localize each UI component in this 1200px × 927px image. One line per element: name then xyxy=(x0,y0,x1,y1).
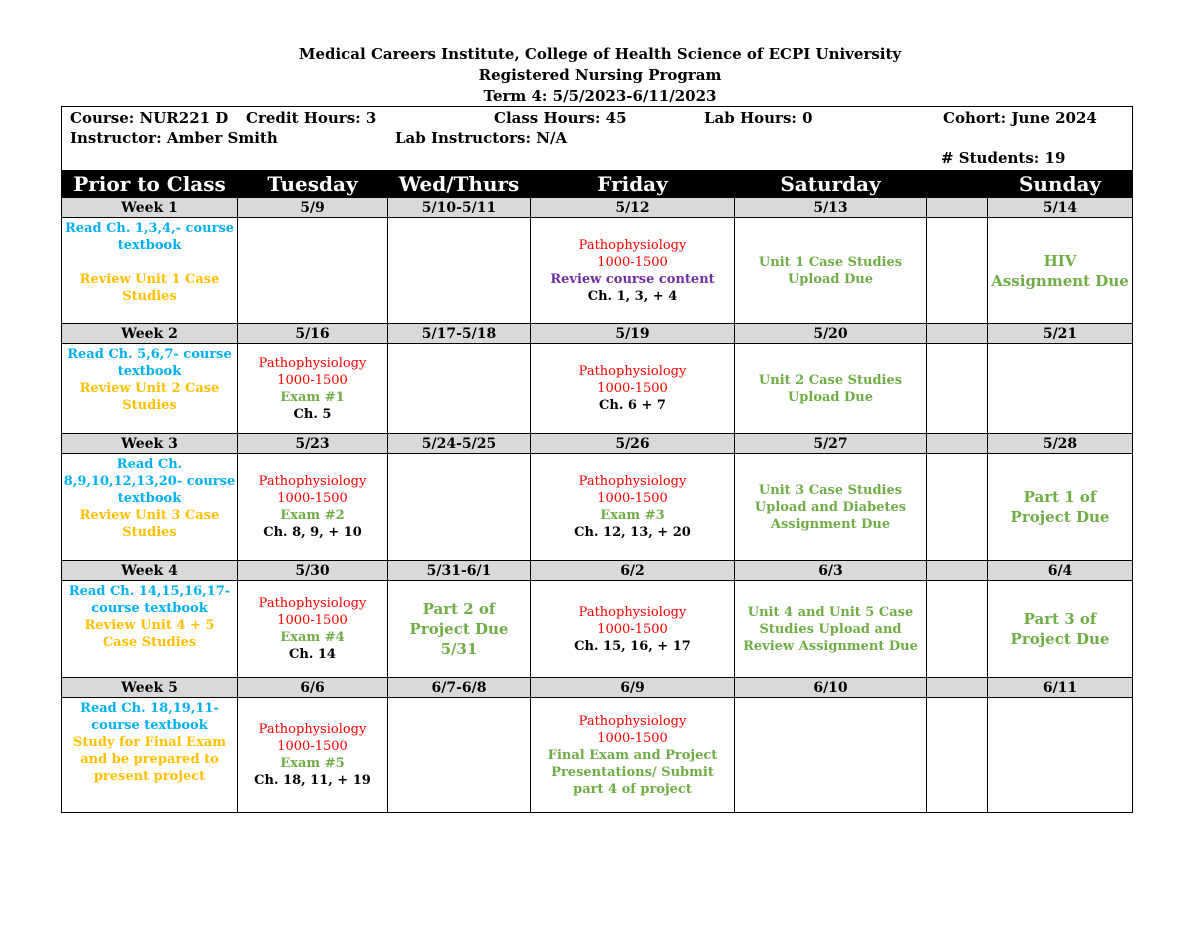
prior-to-class-cell xyxy=(62,218,238,324)
schedule-entry: Final Exam and Project xyxy=(547,747,718,763)
reading-assignment: textbook xyxy=(117,491,182,506)
schedule-entry: Pathophysiology xyxy=(578,474,687,489)
schedule-entry: Pathophysiology xyxy=(258,722,367,737)
blank-cell xyxy=(927,344,988,434)
date-blank xyxy=(927,561,988,581)
schedule-entry: Pathophysiology xyxy=(258,596,367,611)
schedule-entry: Exam #1 xyxy=(280,389,345,405)
course-info-cell xyxy=(62,107,1133,171)
blank-cell xyxy=(927,454,988,561)
date-friday: 5/26 xyxy=(531,434,735,454)
schedule-entry: Part 3 of xyxy=(1023,610,1097,628)
wed-thurs-cell xyxy=(388,218,531,324)
reading-assignment: Read Ch. 14,15,16,17- xyxy=(68,584,231,599)
course-info-row xyxy=(62,107,1133,171)
schedule-entry: Project Due xyxy=(409,620,509,638)
schedule-entry: Upload Due xyxy=(787,271,874,287)
schedule-entry: Unit 2 Case Studies xyxy=(758,372,903,388)
wed-thurs-cell xyxy=(388,698,531,813)
review-assignment: Review Unit 1 Case xyxy=(79,272,220,287)
schedule-entry: Review Assignment Due xyxy=(743,638,918,654)
review-assignment: Review Unit 4 + 5 xyxy=(84,618,215,633)
schedule-table xyxy=(61,106,1133,813)
day-header-wed-thurs: Wed/Thurs xyxy=(388,171,531,198)
day-header-blank xyxy=(927,171,988,198)
schedule-entry: Studies Upload and xyxy=(759,621,902,637)
date-saturday: 5/20 xyxy=(735,324,927,344)
day-header-friday: Friday xyxy=(531,171,735,198)
date-blank xyxy=(927,434,988,454)
review-assignment: Review Unit 2 Case xyxy=(79,381,220,396)
week-label: Week 5 xyxy=(62,678,238,698)
schedule-entry: Assignment Due xyxy=(991,271,1129,290)
reading-assignment: course textbook xyxy=(91,718,208,733)
header-institution: Medical Careers Institute, College of Health Science of ECPI University xyxy=(298,45,902,63)
prior-to-class-cell xyxy=(62,344,238,434)
prior-to-class-cell xyxy=(62,454,238,561)
week-label: Week 1 xyxy=(62,198,238,218)
date-friday: 6/2 xyxy=(531,561,735,581)
sunday-cell xyxy=(988,344,1133,434)
header-term: Term 4: 5/5/2023-6/11/2023 xyxy=(483,87,717,105)
week-content-row xyxy=(62,218,1133,324)
schedule-entry: Upload Due xyxy=(787,389,874,405)
schedule-entry: Project Due xyxy=(1010,508,1110,526)
date-wed-thurs: 5/10-5/11 xyxy=(388,198,531,218)
saturday-cell xyxy=(735,454,927,561)
date-wed-thurs: 5/31-6/1 xyxy=(388,561,531,581)
date-tuesday: 5/9 xyxy=(238,198,388,218)
blank-cell xyxy=(927,581,988,678)
date-sunday: 5/14 xyxy=(988,198,1133,218)
review-assignment: present project xyxy=(93,769,206,784)
reading-assignment: Read Ch. 5,6,7- course xyxy=(67,347,232,362)
day-header-sunday: Sunday xyxy=(988,171,1133,198)
schedule-entry: 1000-1500 xyxy=(597,381,668,396)
date-friday: 5/12 xyxy=(531,198,735,218)
day-header-prior: Prior to Class xyxy=(62,171,238,198)
date-tuesday: 5/16 xyxy=(238,324,388,344)
week-label: Week 2 xyxy=(62,324,238,344)
week-content-row xyxy=(62,454,1133,561)
schedule-entry: Exam #4 xyxy=(280,630,345,645)
date-sunday: 5/28 xyxy=(988,434,1133,454)
lab-instructors: Lab Instructors: N/A xyxy=(395,129,568,147)
week-date-row xyxy=(62,324,1133,344)
schedule-entry: 1000-1500 xyxy=(597,621,668,637)
schedule-entry: Pathophysiology xyxy=(258,474,367,489)
review-assignment: Studies xyxy=(122,398,177,413)
date-friday: 6/9 xyxy=(531,678,735,698)
schedule-entry: Ch. 12, 13, + 20 xyxy=(574,525,691,540)
reading-assignment: Read Ch. xyxy=(116,457,183,472)
date-saturday: 6/3 xyxy=(735,561,927,581)
schedule-entry: 1000-1500 xyxy=(597,730,668,746)
schedule-entry: Pathophysiology xyxy=(578,604,687,620)
schedule-entry: Unit 3 Case Studies xyxy=(758,482,903,498)
schedule-entry: Ch. 15, 16, + 17 xyxy=(574,638,691,654)
blank-cell xyxy=(927,698,988,813)
day-header-saturday: Saturday xyxy=(735,171,927,198)
schedule-entry: Exam #2 xyxy=(280,508,345,523)
reading-assignment: course textbook xyxy=(91,601,208,616)
saturday-cell xyxy=(735,581,927,678)
review-assignment: Studies xyxy=(122,289,177,304)
reading-assignment: Read Ch. 1,3,4,- course xyxy=(64,221,235,236)
schedule-entry: Exam #5 xyxy=(280,756,345,771)
reading-assignment: textbook xyxy=(117,238,182,253)
schedule-entry: Part 2 of xyxy=(422,600,496,618)
review-assignment: Studies xyxy=(122,525,177,540)
date-blank xyxy=(927,678,988,698)
week-content-row xyxy=(62,344,1133,434)
friday-cell xyxy=(531,344,735,434)
date-saturday: 5/27 xyxy=(735,434,927,454)
day-header-row xyxy=(62,171,1133,198)
schedule-entry: Part 1 of xyxy=(1023,488,1097,506)
week-date-row xyxy=(62,198,1133,218)
date-saturday: 5/13 xyxy=(735,198,927,218)
friday-cell xyxy=(531,581,735,678)
wed-thurs-cell xyxy=(388,454,531,561)
schedule-entry: 1000-1500 xyxy=(277,739,348,754)
sunday-cell xyxy=(988,454,1133,561)
class-hours: Class Hours: 45 xyxy=(494,109,627,127)
week-label: Week 3 xyxy=(62,434,238,454)
sunday-cell xyxy=(988,218,1133,324)
tuesday-cell xyxy=(238,218,388,324)
schedule-entry: HIV xyxy=(1043,251,1077,270)
prior-to-class-cell xyxy=(62,698,238,813)
review-assignment: Case Studies xyxy=(102,635,197,650)
tuesday-cell xyxy=(238,344,388,434)
date-saturday: 6/10 xyxy=(735,678,927,698)
credit-hours: Credit Hours: 3 xyxy=(246,109,377,127)
schedule-entry: Pathophysiology xyxy=(578,364,687,379)
date-wed-thurs: 6/7-6/8 xyxy=(388,678,531,698)
wed-thurs-cell xyxy=(388,344,531,434)
date-tuesday: 5/23 xyxy=(238,434,388,454)
reading-assignment: Read Ch. 18,19,11- xyxy=(80,701,219,716)
week-content-row xyxy=(62,698,1133,813)
saturday-cell xyxy=(735,218,927,324)
schedule-entry: Ch. 18, 11, + 19 xyxy=(254,773,371,788)
reading-assignment: 8,9,10,12,13,20- course xyxy=(63,474,236,489)
week-date-row xyxy=(62,678,1133,698)
schedule-entry: Ch. 14 xyxy=(289,647,336,662)
schedule-entry: Pathophysiology xyxy=(578,713,687,729)
schedule-entry: Ch. 8, 9, + 10 xyxy=(263,525,362,540)
date-wed-thurs: 5/17-5/18 xyxy=(388,324,531,344)
schedule-entry: 1000-1500 xyxy=(597,491,668,506)
schedule-entry: Presentations/ Submit xyxy=(551,764,714,780)
course-code: Course: NUR221 D xyxy=(70,109,229,127)
date-blank xyxy=(927,198,988,218)
cohort: Cohort: June 2024 xyxy=(943,109,1097,127)
date-tuesday: 5/30 xyxy=(238,561,388,581)
date-blank xyxy=(927,324,988,344)
blank-cell xyxy=(927,218,988,324)
day-header-tuesday: Tuesday xyxy=(238,171,388,198)
date-sunday: 6/4 xyxy=(988,561,1133,581)
schedule-entry: Ch. 5 xyxy=(293,406,332,422)
week-content-row xyxy=(62,581,1133,678)
schedule-entry: Project Due xyxy=(1010,630,1110,648)
schedule-entry: 1000-1500 xyxy=(597,254,668,270)
week-date-row xyxy=(62,561,1133,581)
schedule-entry: 1000-1500 xyxy=(277,372,348,388)
date-sunday: 6/11 xyxy=(988,678,1133,698)
lab-hours: Lab Hours: 0 xyxy=(704,109,813,127)
date-wed-thurs: 5/24-5/25 xyxy=(388,434,531,454)
prior-to-class-cell xyxy=(62,581,238,678)
week-date-row xyxy=(62,434,1133,454)
review-assignment: and be prepared to xyxy=(80,752,219,767)
schedule-entry: Assignment Due xyxy=(770,516,891,532)
saturday-cell xyxy=(735,344,927,434)
tuesday-cell xyxy=(238,454,388,561)
friday-cell xyxy=(531,218,735,324)
schedule-entry: Pathophysiology xyxy=(258,355,367,371)
friday-cell xyxy=(531,698,735,813)
date-friday: 5/19 xyxy=(531,324,735,344)
review-assignment: Review Unit 3 Case xyxy=(79,508,220,523)
date-sunday: 5/21 xyxy=(988,324,1133,344)
week-label: Week 4 xyxy=(62,561,238,581)
schedule-entry: Exam #3 xyxy=(600,508,665,523)
sunday-cell xyxy=(988,581,1133,678)
tuesday-cell xyxy=(238,581,388,678)
review-assignment: Study for Final Exam xyxy=(73,735,226,750)
schedule-entry: Ch. 1, 3, + 4 xyxy=(587,288,678,304)
schedule-entry: Upload and Diabetes xyxy=(754,499,907,515)
header-program: Registered Nursing Program xyxy=(478,66,722,84)
sunday-cell xyxy=(988,698,1133,813)
wed-thurs-cell xyxy=(388,581,531,678)
instructor: Instructor: Amber Smith xyxy=(70,129,278,147)
schedule-entry: 5/31 xyxy=(440,640,478,658)
date-tuesday: 6/6 xyxy=(238,678,388,698)
schedule-entry: Unit 1 Case Studies xyxy=(758,254,903,270)
tuesday-cell xyxy=(238,698,388,813)
reading-assignment: textbook xyxy=(117,364,182,379)
friday-cell xyxy=(531,454,735,561)
schedule-entry: Pathophysiology xyxy=(578,237,687,253)
schedule-entry: Review course content xyxy=(550,271,715,287)
schedule-entry: part 4 of project xyxy=(573,781,692,797)
schedule-entry: 1000-1500 xyxy=(277,491,348,506)
schedule-entry: Ch. 6 + 7 xyxy=(599,398,666,413)
student-count: # Students: 19 xyxy=(941,149,1066,167)
schedule-entry: Unit 4 and Unit 5 Case xyxy=(747,604,914,620)
schedule-entry: 1000-1500 xyxy=(277,613,348,628)
spacer xyxy=(62,254,237,271)
saturday-cell xyxy=(735,698,927,813)
